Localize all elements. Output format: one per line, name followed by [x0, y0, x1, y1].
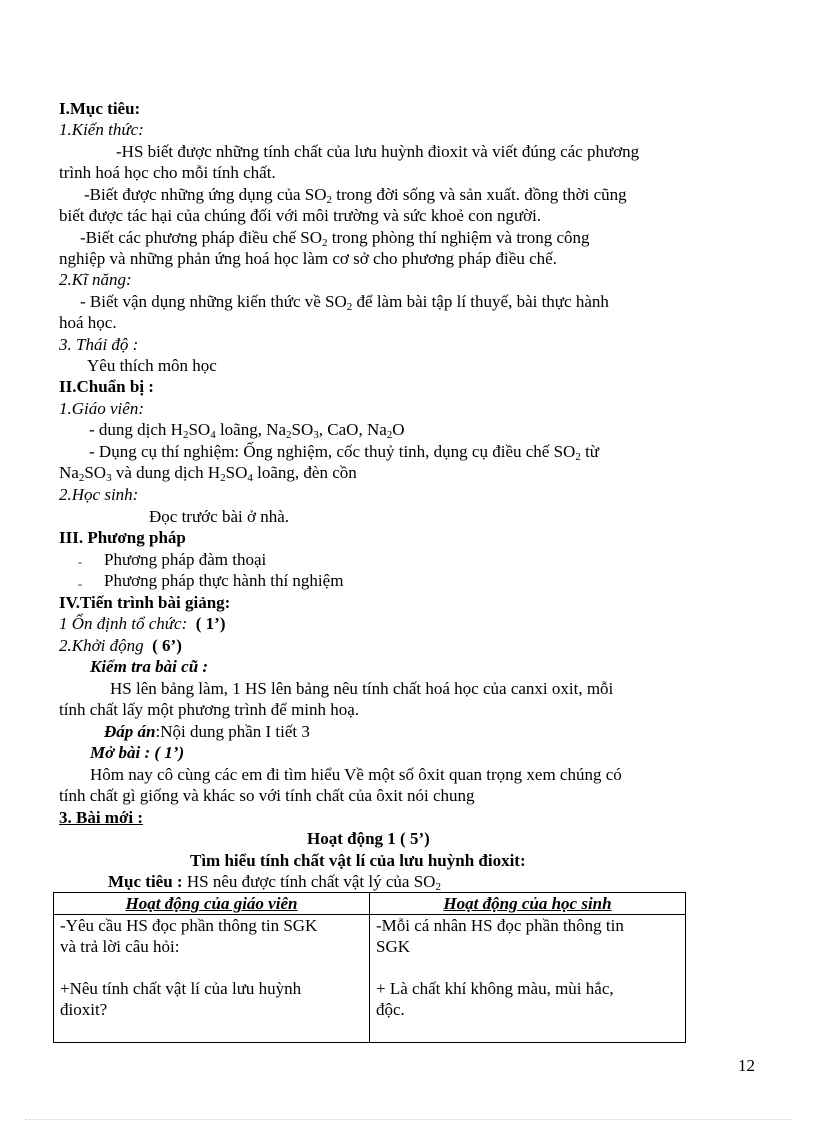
cell-blank-line	[60, 957, 363, 978]
paragraph-line: Đọc trước bài ở nhà.	[149, 507, 290, 526]
paragraph-line: trình hoá học cho mỗi tính chất.	[59, 163, 276, 182]
subheading-review: Kiểm tra bài cũ :	[90, 657, 209, 676]
list-item: Phương pháp thực hành thí nghiệm	[104, 571, 344, 590]
paragraph-line: -HS biết được những tính chất của lưu huỳnh đioxit và viết đúng các phương	[116, 142, 640, 161]
list-item: Phương pháp đàm thoại	[104, 550, 267, 569]
objective-line: Mục tiêu : HS nêu được tính chất vật lý của $SO_2$	[108, 872, 441, 893]
paragraph-line: -Biết được những ứng dụng của $SO_2$ trong đời sống và sản xuất. đồng thời cũng	[84, 185, 627, 206]
section-1-heading: I.Mục tiêu:	[59, 99, 141, 118]
subsection-attitude-heading: 3. Thái độ :	[59, 335, 139, 354]
paragraph-line: 2.Khởi động ( 6’)	[59, 636, 182, 655]
bullet-marker: -	[78, 577, 82, 591]
table-cell-teacher	[54, 915, 370, 1043]
bullet-marker: -	[78, 555, 82, 569]
section-4-heading: IV.Tiến trình bài giảng:	[59, 593, 231, 612]
paragraph-line: tính chất gì giống và khác so với tính chất của ôxit nói chung	[59, 786, 475, 805]
section-2-heading: II.Chuẩn bị :	[59, 377, 154, 396]
paragraph-line: - Biết vận dụng những kiến thức về $SO_2$ để làm bài tập lí thuyế, bài thực hành	[80, 292, 609, 313]
page-number: 12	[738, 1056, 755, 1075]
subsection-skills-heading: 2.Kĩ năng:	[59, 270, 132, 289]
activity-title: Hoạt động 1 ( 5’)	[307, 829, 430, 848]
paragraph-line: Đáp án:Nội dung phần I tiết 3	[104, 722, 310, 741]
paragraph-line: tính chất lấy một phương trình để minh hoạ.	[59, 700, 360, 719]
paragraph-line: nghiệp và những phản ứng hoá học làm cơ sở cho phương pháp điều chế.	[59, 249, 557, 268]
paragraph-line: -Biết các phương pháp điều chế $SO_2$ trong phòng thí nghiệm và trong công	[80, 228, 590, 249]
paragraph-line: - dung dịch $H_2SO_4$ loãng, $Na_2SO_3$, CaO, $Na_2O$	[89, 420, 405, 441]
paragraph-line: Yêu thích môn học	[87, 356, 217, 375]
table-header-teacher: Hoạt động của giáo viên	[54, 893, 370, 915]
table-header-student: Hoạt động của học sinh	[370, 893, 686, 915]
table-row	[54, 915, 686, 1043]
table-cell-student	[370, 915, 686, 1043]
cell-line: -Yêu cầu HS đọc phần thông tin SGK	[60, 916, 318, 935]
paragraph-line: biết được tác hại của chúng đối với môi trường và sức khoẻ con người.	[59, 206, 542, 225]
paragraph-line: $Na_2SO_3$ và dung dịch $H_2SO_4$ loãng, đèn cồn	[59, 463, 357, 484]
subsection-new-lesson-heading: 3. Bài mới :	[59, 808, 144, 827]
paragraph-line: hoá học.	[59, 313, 117, 332]
section-3-heading: III. Phương pháp	[59, 528, 186, 547]
cell-line: +Nêu tính chất vật lí của lưu huỳnh	[60, 979, 302, 998]
subheading-intro: Mở bài : ( 1’)	[90, 743, 185, 762]
cell-line: + Là chất khí không màu, mùi hắc,	[376, 979, 614, 998]
paragraph-line: Hôm nay cô cùng các em đi tìm hiểu Về một số ôxit quan trọng xem chúng có	[90, 765, 622, 784]
cell-line: -Mỗi cá nhân HS đọc phần thông tin	[376, 916, 624, 935]
activity-table	[53, 892, 686, 1043]
cell-line: độc.	[376, 1000, 405, 1019]
subsection-knowledge-heading: 1.Kiến thức:	[59, 120, 144, 139]
cell-line: SGK	[376, 937, 411, 956]
page-bottom-divider	[25, 1119, 791, 1120]
paragraph-line: 1 Ổn định tổ chức: ( 1’)	[59, 614, 226, 633]
cell-line: đioxit?	[60, 1000, 108, 1019]
subsection-teacher-heading: 1.Giáo viên:	[59, 399, 144, 418]
paragraph-line: - Dụng cụ thí nghiệm: Ống nghiệm, cốc thuỷ tinh, dụng cụ điều chế $SO_2$ từ	[89, 442, 599, 463]
subsection-student-heading: 2.Học sinh:	[59, 485, 139, 504]
activity-subtitle: Tìm hiểu tính chất vật lí của lưu huỳnh đioxit:	[190, 851, 526, 870]
table-header-row	[54, 893, 686, 915]
paragraph-line: HS lên bảng làm, 1 HS lên bảng nêu tính chất hoá học của canxi oxit, mỗi	[110, 679, 614, 698]
cell-line: và trả lời câu hỏi:	[60, 937, 180, 956]
cell-blank-line	[376, 957, 679, 978]
